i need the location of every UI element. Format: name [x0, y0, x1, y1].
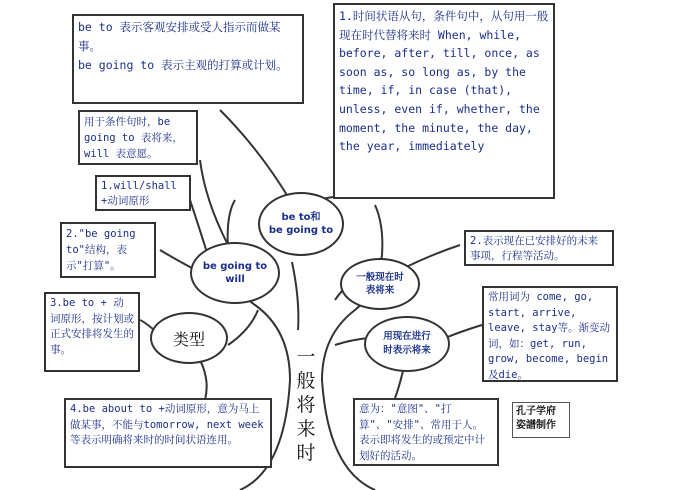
- note-be-to-verb: 3.be to + 动词原形，按计划或正式安排将发生的事。: [44, 292, 140, 372]
- link-common-verbs: [445, 325, 482, 338]
- branch-types: [228, 310, 258, 345]
- bubble-be-going-to-will: be going to will: [190, 242, 280, 304]
- bubble-types: 类型: [150, 312, 228, 364]
- trunk-title: 一般将来时: [296, 346, 316, 464]
- note-present-arranged: 2.表示现在已安排好的未来事项，行程等活动。: [464, 230, 614, 266]
- note-be-to-vs-be-going-to: be to 表示客观安排或受人指示而做某事。 be going to 表示主观的打算或计划。: [72, 14, 304, 104]
- bubble-present-progressive: 用现在进行 时表示将来: [364, 316, 450, 372]
- bubble-be-to-be-going-to: be to和 be going to: [258, 192, 344, 256]
- note-conditional-clause: 用于条件句时，be going to 表将来，will 表意愿。: [78, 110, 198, 165]
- credit-label: 孔子学府 姿譜制作: [512, 402, 570, 438]
- note-time-clauses: 1.时间状语从句，条件句中，从句用一般现在时代替将来时 When, while, before, after, till, once, as soon as, so long as, by the time, if, in case (that), unless, even if, whether, the moment, the minute, the day, the year, immediately: [333, 3, 555, 199]
- note-will-shall: 1.will/shall +动词原形: [95, 175, 191, 211]
- branch-be-to: [292, 262, 298, 330]
- note-progressive-meaning: 意为："意图"、"打算"、"安排"、常用于人。表示即将发生的或预定中计划好的活动。: [353, 398, 499, 466]
- link-conditional: [200, 160, 228, 245]
- note-be-about-to: 4.be about to +动词原形，意为马上做某事，不能与tomorrow, next week 等表示明确将来时的时间状语连用。: [64, 398, 272, 468]
- link-top-left-box: [220, 110, 290, 200]
- bubble-simple-present: 一般现在时 表将来: [340, 258, 420, 310]
- note-be-going-to-structure: 2."be going to"结构，表示"打算"。: [60, 222, 156, 278]
- note-common-verbs: 常用词为 come, go, start, arrive, leave, stay等。渐变动词，如：get, run, grow, become, begin及die。: [482, 286, 618, 382]
- link-be-about-to: [200, 360, 207, 400]
